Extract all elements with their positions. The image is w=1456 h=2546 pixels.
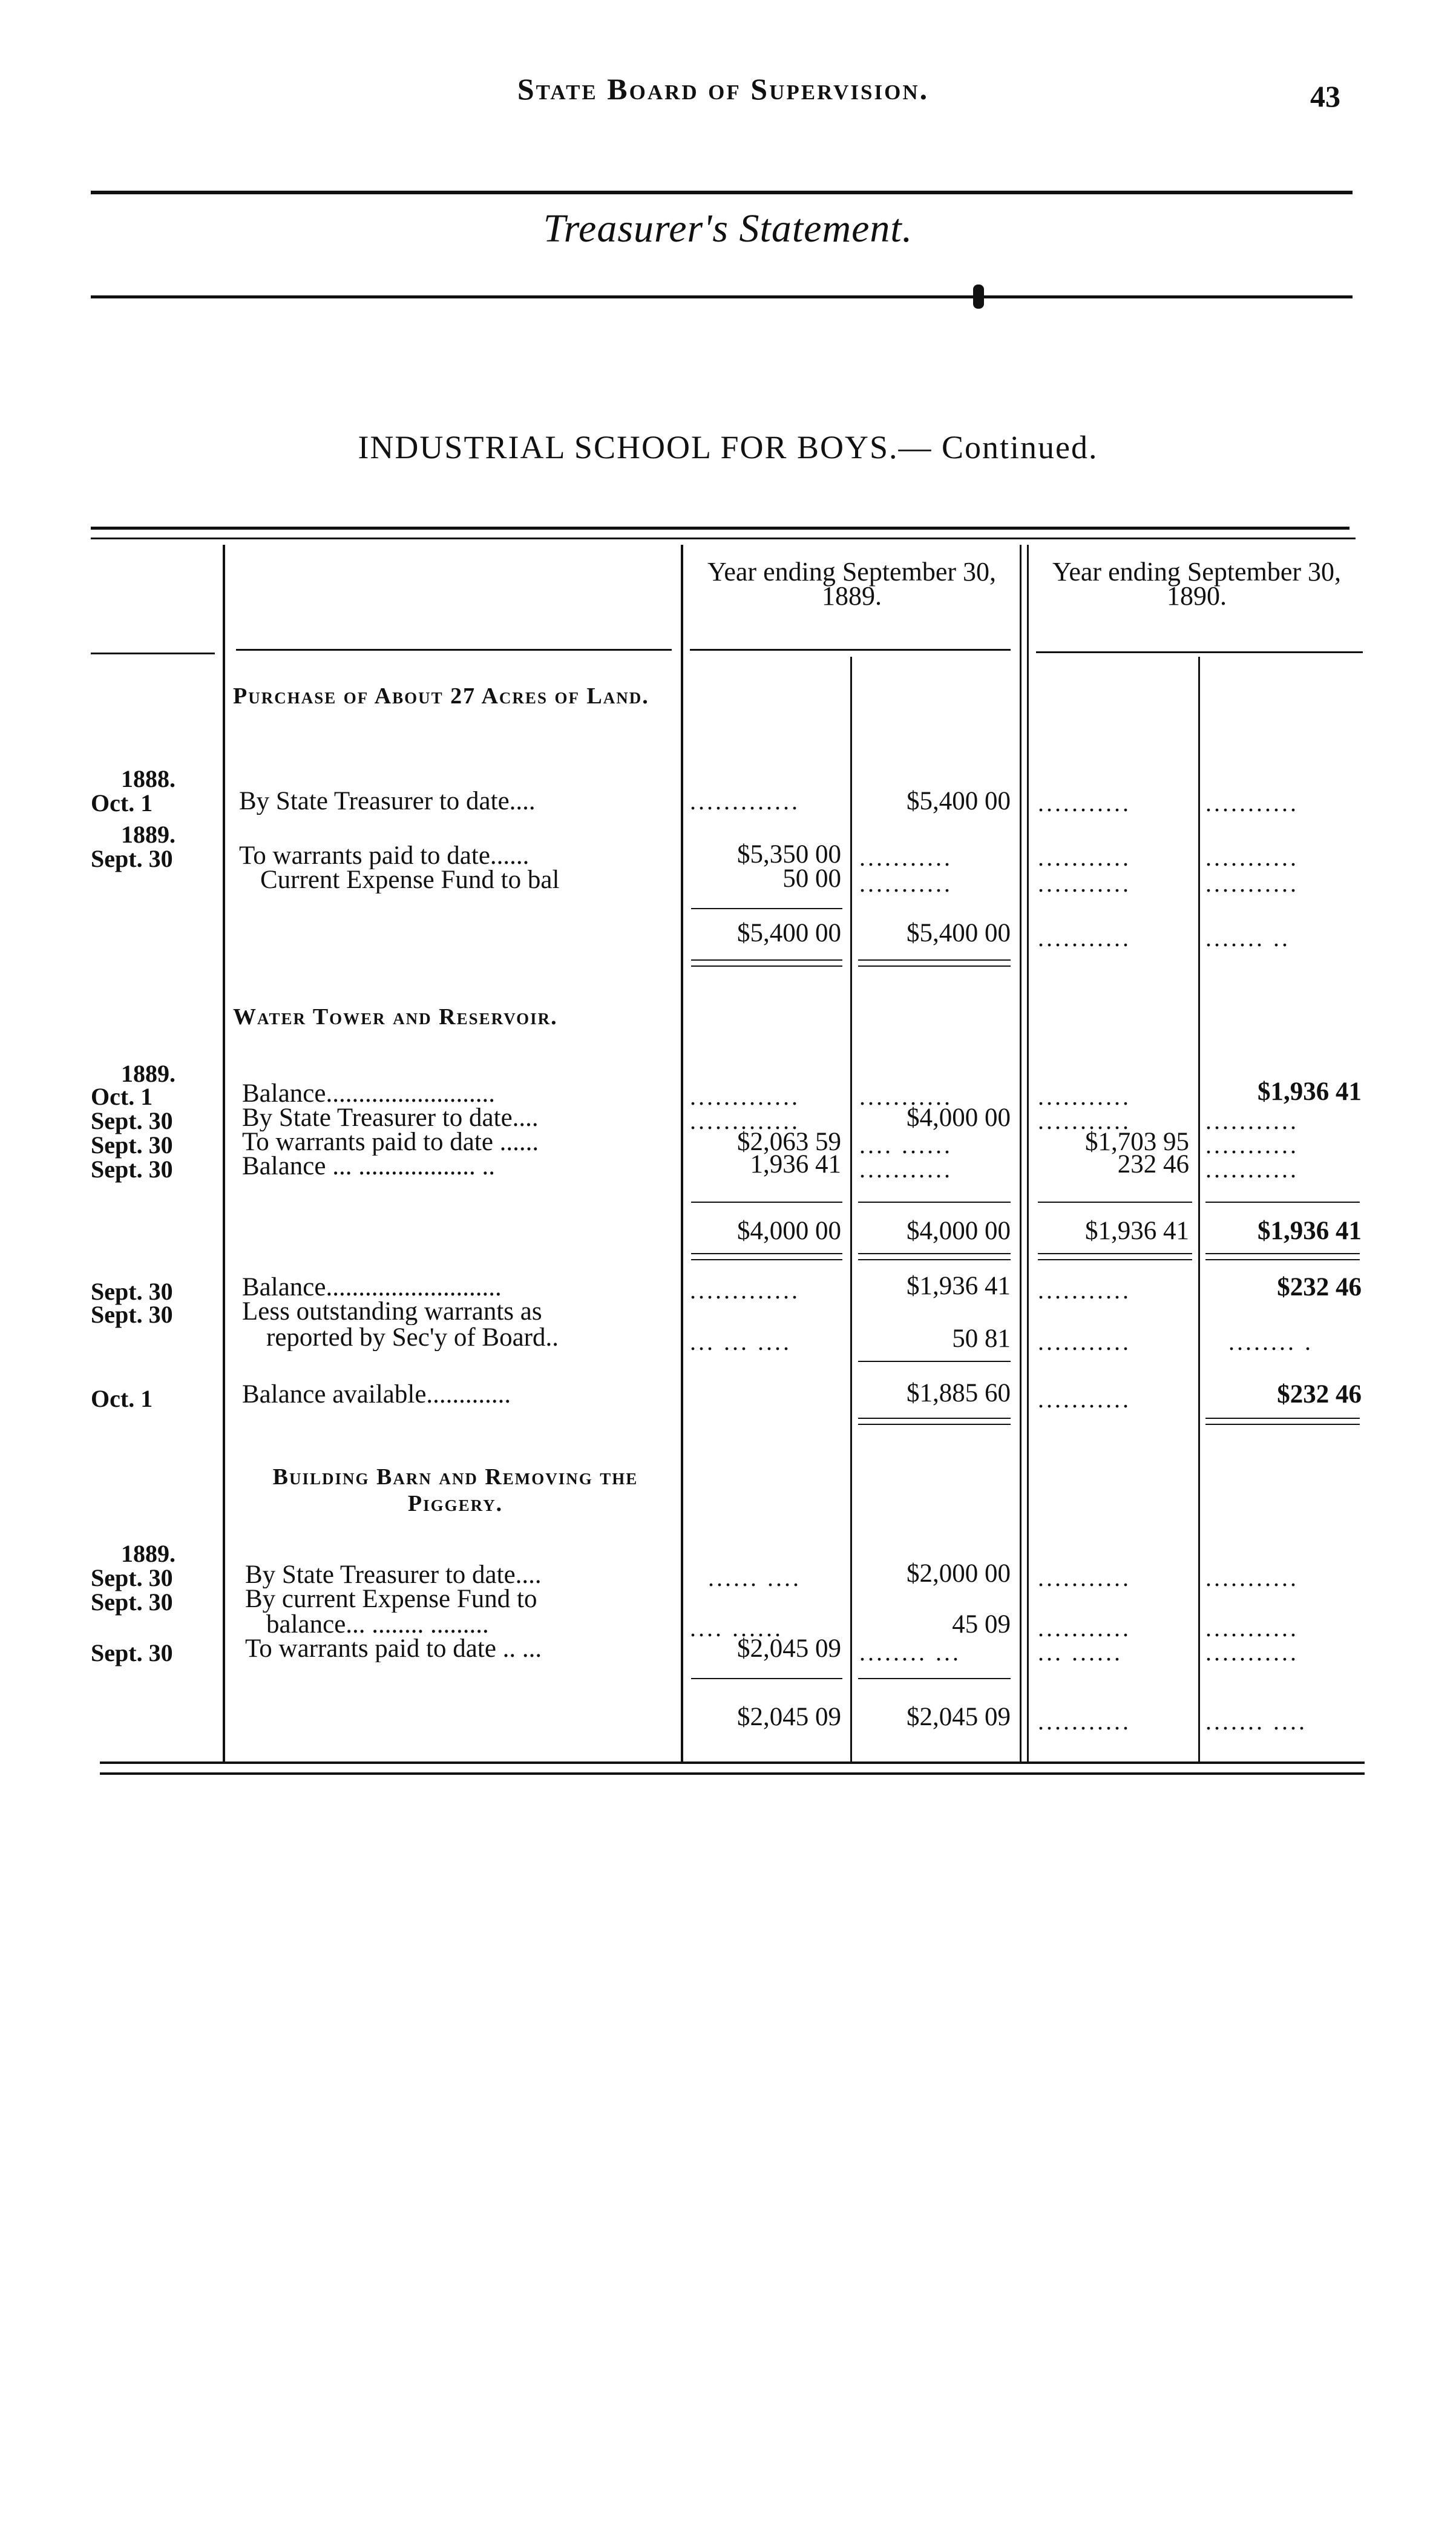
- amount-1890-credit: $1,936 41: [1258, 1077, 1362, 1106]
- double-rule: [1205, 1424, 1360, 1425]
- amount-1890-credit: ...........: [1205, 1132, 1299, 1159]
- date-cell: Sept. 30: [91, 1301, 173, 1328]
- column-heading-1889: Year ending September 30, 1889.: [707, 557, 996, 611]
- date-year: 1889.: [121, 1060, 175, 1087]
- amount-1890-credit: ...........: [1205, 1639, 1299, 1666]
- date-year: 1889.: [121, 821, 175, 848]
- table-bottom-rule-2: [100, 1772, 1365, 1775]
- amount-1889-credit: 45 09: [952, 1610, 1011, 1639]
- section-title: INDUSTRIAL SCHOOL FOR BOYS.— Continued.: [358, 429, 1098, 465]
- row-description: Balance ... .................. ..: [242, 1153, 495, 1180]
- amount-1890-debit: ...........: [1038, 1565, 1131, 1591]
- amount-1889-credit: ........ ...: [859, 1639, 961, 1666]
- amount-1890-debit: ...........: [1038, 1108, 1131, 1134]
- amount-1890-credit: ...........: [1205, 870, 1299, 897]
- row-description: reported by Sec'y of Board..: [266, 1324, 559, 1351]
- amount-1889-debit: $2,063 59: [737, 1128, 841, 1156]
- table-bottom-rule-1: [100, 1761, 1365, 1764]
- total-1889-debit: $2,045 09: [737, 1703, 841, 1731]
- amount-1890-debit: ...........: [1038, 1386, 1131, 1413]
- double-rule: [691, 1259, 842, 1260]
- total-1889-debit: $4,000 00: [737, 1217, 841, 1245]
- amount-1889-credit: ...........: [859, 870, 953, 897]
- double-rule: [858, 1259, 1011, 1260]
- subtotal-rule: [858, 1202, 1011, 1203]
- header-rule-top: [91, 191, 1353, 194]
- double-rule: [1205, 1418, 1360, 1419]
- col-sep-1889-1890-a: [1020, 545, 1021, 1761]
- table-top-rule-1: [91, 527, 1349, 530]
- date-cell: Sept. 30: [91, 1564, 173, 1591]
- double-rule: [1205, 1259, 1360, 1260]
- amount-1889-credit: $4,000 00: [907, 1104, 1011, 1132]
- date-cell: Oct. 1: [91, 789, 153, 817]
- row-description: By State Treasurer to date....: [239, 788, 536, 815]
- amount-1890-credit: ...........: [1205, 1108, 1299, 1134]
- amount-1890-debit: ...........: [1038, 1329, 1131, 1355]
- total-1890-debit: ...........: [1038, 1708, 1131, 1735]
- section-heading-barn: Building Barn and Removing the Piggery.: [272, 1464, 638, 1516]
- amount-1889-credit: $5,400 00: [907, 787, 1011, 815]
- subtotal-rule: [858, 1678, 1011, 1679]
- rule-ornament: [973, 285, 984, 309]
- amount-1889-debit: .... ......: [690, 1615, 783, 1642]
- col-sep-1889-1890-b: [1027, 545, 1029, 1761]
- double-rule: [691, 959, 842, 961]
- subtotal-rule: [691, 908, 842, 909]
- row-description: To warrants paid to date .. ...: [245, 1636, 542, 1662]
- amount-1890-debit: ...........: [1038, 1277, 1131, 1304]
- subtotal-rule: [1205, 1202, 1360, 1203]
- date-cell: Sept. 30: [91, 1588, 173, 1616]
- row-description: Less outstanding warrants as: [242, 1298, 542, 1325]
- double-rule: [858, 1418, 1011, 1419]
- amount-1889-debit: $2,045 09: [737, 1634, 841, 1663]
- amount-1890-debit: ...........: [1038, 790, 1131, 817]
- amount-1890-debit: ...........: [1038, 1615, 1131, 1642]
- treasurers-statement-title: Treasurer's Statement.: [543, 206, 913, 251]
- amount-1889-debit: .............: [690, 1108, 800, 1134]
- amount-1889-debit: .............: [690, 1277, 800, 1304]
- column-heading-1890: Year ending September 30, 1890.: [1052, 557, 1341, 611]
- row-description: By State Treasurer to date....: [245, 1562, 542, 1588]
- amount-1890-credit: ...........: [1205, 1156, 1299, 1183]
- total-1889-debit: $5,400 00: [737, 919, 841, 947]
- header-rule-bottom: [91, 295, 1353, 298]
- date-cell: Oct. 1: [91, 1083, 153, 1110]
- row-description: Balance...........................: [242, 1274, 502, 1301]
- date-cell: Oct. 1: [91, 1385, 153, 1412]
- amount-1889-debit: ... ... ....: [690, 1329, 792, 1355]
- amount-1889-credit: $1,885 60: [907, 1379, 1011, 1407]
- amount-1889-debit: $5,350 00: [737, 840, 841, 869]
- amount-1890-credit: ...........: [1205, 844, 1299, 871]
- total-1890-credit: ....... ..: [1205, 925, 1290, 952]
- amount-1890-debit: ...........: [1038, 844, 1131, 871]
- col-sep-1889-mid: [850, 657, 852, 1761]
- double-rule: [858, 959, 1011, 961]
- double-rule: [1038, 1259, 1192, 1260]
- head-rule-1890: [1036, 651, 1363, 653]
- row-description: By current Expense Fund to: [245, 1586, 537, 1613]
- date-cell: Sept. 30: [91, 1639, 173, 1666]
- total-1890-credit: ....... ....: [1205, 1708, 1307, 1735]
- amount-1889-credit: ...........: [859, 844, 953, 871]
- date-cell: Sept. 30: [91, 845, 173, 872]
- double-rule: [858, 965, 1011, 967]
- section-heading-land: Purchase of About 27 Acres of Land.: [233, 683, 649, 709]
- amount-1889-credit: .... ......: [859, 1132, 953, 1159]
- row-description: To warrants paid to date......: [239, 843, 530, 869]
- double-rule: [858, 1424, 1011, 1425]
- total-1890-debit: ...........: [1038, 925, 1131, 952]
- date-year: 1889.: [121, 1540, 175, 1567]
- row-description: By State Treasurer to date....: [242, 1105, 539, 1131]
- table-top-rule-2: [91, 538, 1356, 539]
- running-title: [375, 71, 1071, 107]
- amount-1889-credit: $1,936 41: [907, 1272, 1011, 1300]
- amount-1890-credit: $232 46: [1277, 1380, 1362, 1409]
- date-cell: Sept. 30: [91, 1131, 173, 1159]
- row-description: Current Expense Fund to bal: [260, 867, 560, 893]
- total-1890-debit: $1,936 41: [1085, 1217, 1189, 1245]
- running-title-text: State Board of Supervision.: [517, 72, 930, 106]
- amount-1889-debit: ...... ....: [708, 1565, 801, 1591]
- col-sep-1890-mid: [1198, 657, 1200, 1761]
- amount-1889-debit: 50 00: [782, 864, 841, 893]
- subtotal-rule: [691, 1202, 842, 1203]
- amount-1890-debit: $1,703 95: [1085, 1128, 1189, 1156]
- total-1889-credit: $2,045 09: [907, 1703, 1011, 1731]
- amount-1889-debit: .............: [690, 788, 800, 815]
- row-description: Balance available.............: [242, 1381, 511, 1408]
- subtotal-rule: [1038, 1202, 1192, 1203]
- amount-1889-credit: 50 81: [952, 1324, 1011, 1353]
- total-1889-credit: $5,400 00: [907, 919, 1011, 947]
- head-rule-desc: [236, 649, 672, 651]
- amount-1890-credit: ...........: [1205, 790, 1299, 817]
- amount-1889-debit: .............: [690, 1084, 800, 1110]
- row-description: balance... ........ .........: [266, 1611, 489, 1638]
- row-description: To warrants paid to date ......: [242, 1129, 539, 1156]
- amount-1890-credit: ...........: [1205, 1565, 1299, 1591]
- double-rule: [691, 1253, 842, 1254]
- double-rule: [1205, 1253, 1360, 1254]
- amount-1889-credit: $2,000 00: [907, 1559, 1011, 1588]
- subtotal-rule: [858, 1361, 1011, 1362]
- amount-1890-credit: ........ .: [1228, 1329, 1313, 1355]
- col-sep-desc-1889: [681, 545, 683, 1761]
- head-rule-date: [91, 653, 215, 654]
- total-1889-credit: $4,000 00: [907, 1217, 1011, 1245]
- subtotal-rule: [691, 1678, 842, 1679]
- head-rule-1889: [690, 649, 1011, 651]
- row-description: Balance..........................: [242, 1081, 495, 1107]
- col-sep-date-desc: [223, 545, 225, 1761]
- amount-1889-credit: ...........: [859, 1156, 953, 1183]
- amount-1889-credit: ...........: [859, 1084, 953, 1110]
- amount-1890-debit: ... ......: [1038, 1639, 1123, 1666]
- date-cell: Sept. 30: [91, 1278, 173, 1305]
- date-year: 1888.: [121, 765, 175, 792]
- date-cell: Sept. 30: [91, 1156, 173, 1183]
- amount-1890-debit: 232 46: [1117, 1150, 1189, 1179]
- double-rule: [858, 1253, 1011, 1254]
- amount-1890-credit: $232 46: [1277, 1273, 1362, 1301]
- section-heading-water-tower: Water Tower and Reservoir.: [233, 1004, 558, 1030]
- amount-1890-debit: ...........: [1038, 870, 1131, 897]
- total-1890-credit: $1,936 41: [1258, 1217, 1362, 1245]
- double-rule: [691, 965, 842, 967]
- double-rule: [1038, 1253, 1192, 1254]
- amount-1889-debit: 1,936 41: [750, 1150, 841, 1179]
- page-number: 43: [1310, 79, 1340, 113]
- amount-1890-debit: ...........: [1038, 1084, 1131, 1110]
- amount-1890-credit: ...........: [1205, 1615, 1299, 1642]
- date-cell: Sept. 30: [91, 1107, 173, 1134]
